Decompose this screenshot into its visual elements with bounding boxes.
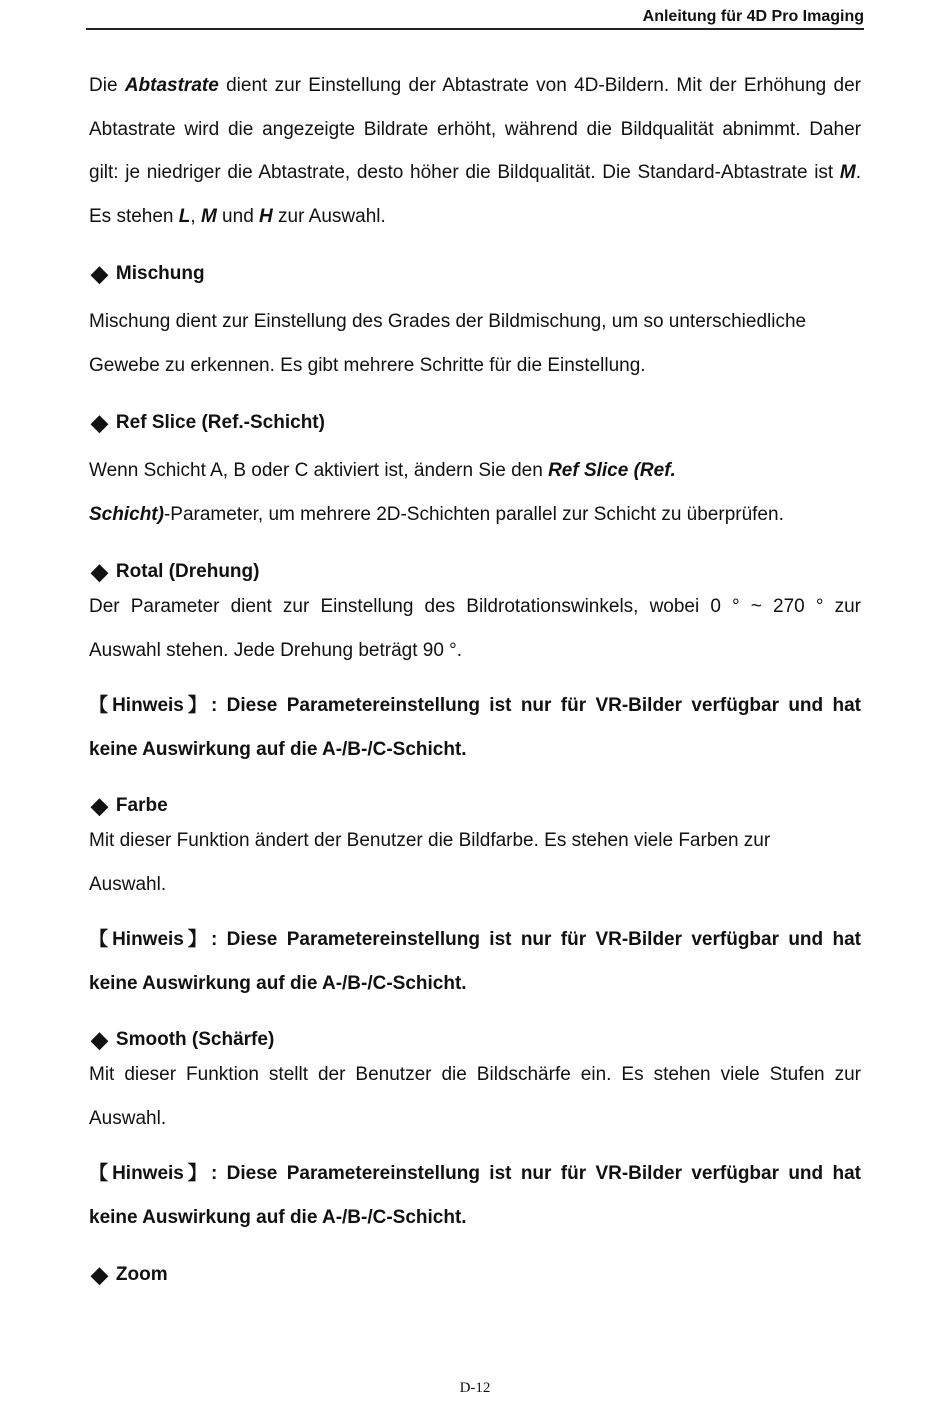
- section-heading-zoom: ◆ Zoom: [91, 1262, 168, 1287]
- abtastrate-term: Abtastrate: [124, 75, 219, 96]
- abtastrate-line-4: Es stehen L, M und H zur Auswahl.: [89, 205, 386, 227]
- diamond-icon: ◆: [91, 410, 108, 435]
- smooth-paragraph: [89, 1053, 861, 1140]
- note-line-2: keine Auswirkung auf die A-/B-/C-Schicht.: [89, 738, 467, 760]
- section-heading-ref-slice: ◆ Ref Slice (Ref.-Schicht): [91, 410, 325, 435]
- refslice-term: Ref Slice (Ref.: [548, 460, 676, 481]
- page-header: [86, 6, 864, 30]
- option-l: L: [178, 205, 191, 227]
- diamond-icon: ◆: [91, 261, 108, 286]
- section-heading-smooth: ◆ Smooth (Schärfe): [91, 1027, 275, 1052]
- diamond-icon: ◆: [91, 793, 108, 818]
- smooth-line-2: Auswahl.: [89, 1107, 167, 1129]
- section-heading-farbe: ◆ Farbe: [91, 793, 168, 818]
- abtastrate-line-3: gilt: je niedriger die Abtastrate, desto höher die Bildqualität. Die Standard-Abtastrate ist M.: [89, 162, 861, 183]
- farbe-line-1: Mit dieser Funktion ändert der Benutzer die Bildfarbe. Es stehen viele Farben zur: [89, 830, 771, 851]
- option-m: M: [200, 205, 217, 227]
- default-rate-value: M: [839, 162, 856, 183]
- abtastrate-line-1: Die Abtastrate dient zur Einstellung der Abtastrate von 4D-Bildern. Mit der Erhöhung der: [89, 75, 861, 96]
- farbe-line-2: Auswahl.: [89, 873, 167, 895]
- rotal-paragraph: [89, 585, 861, 672]
- abtastrate-line-2: Abtastrate wird die angezeigte Bildrate erhöht, während die Bildqualität abnimmt. Daher: [89, 118, 861, 140]
- note-box: [89, 918, 861, 1005]
- note-box: [89, 684, 861, 771]
- page-content: [89, 64, 861, 1287]
- refslice-paragraph: [89, 449, 861, 536]
- note-line-2: keine Auswirkung auf die A-/B-/C-Schicht.: [89, 1206, 467, 1228]
- note-box: [89, 1152, 861, 1239]
- rotal-line-2: Auswahl stehen. Jede Drehung beträgt 90 °.: [89, 639, 463, 661]
- note-line-2: keine Auswirkung auf die A-/B-/C-Schicht.: [89, 972, 467, 994]
- refslice-line-2: Schicht)-Parameter, um mehrere 2D-Schichten parallel zur Schicht zu überprüfen.: [89, 503, 784, 525]
- diamond-icon: ◆: [91, 1027, 108, 1052]
- refslice-term-cont: Schicht): [89, 503, 164, 525]
- option-h: H: [259, 205, 273, 227]
- mischung-line-2: Gewebe zu erkennen. Es gibt mehrere Schritte für die Einstellung.: [89, 354, 646, 376]
- smooth-line-1: Mit dieser Funktion stellt der Benutzer die Bildschärfe ein. Es stehen viele Stufen zur: [89, 1064, 861, 1085]
- farbe-paragraph: [89, 819, 861, 906]
- rotal-line-1: Der Parameter dient zur Einstellung des Bildrotationswinkels, wobei 0 ° ~ 270 ° zur: [89, 596, 861, 617]
- mischung-line-1: Mischung dient zur Einstellung des Grades der Bildmischung, um so unterschiedliche: [89, 311, 807, 332]
- diamond-icon: ◆: [91, 559, 108, 584]
- header-title: Anleitung für 4D Pro Imaging: [642, 8, 864, 25]
- refslice-line-1: Wenn Schicht A, B oder C aktiviert ist, ändern Sie den Ref Slice (Ref.: [89, 460, 676, 481]
- section-heading-mischung: ◆ Mischung: [91, 261, 205, 286]
- note-line-1: 【Hinweis】: Diese Parametereinstellung ist nur für VR-Bilder verfügbar und hat: [89, 1163, 861, 1184]
- note-line-1: 【Hinweis】: Diese Parametereinstellung ist nur für VR-Bilder verfügbar und hat: [89, 929, 861, 950]
- mischung-paragraph: [89, 300, 861, 387]
- note-line-1: 【Hinweis】: Diese Parametereinstellung ist nur für VR-Bilder verfügbar und hat: [89, 695, 861, 716]
- section-heading-rotal: ◆ Rotal (Drehung): [91, 559, 260, 584]
- page-number: D-12: [459, 1380, 491, 1396]
- diamond-icon: ◆: [91, 1262, 108, 1287]
- abtastrate-paragraph: [89, 64, 861, 238]
